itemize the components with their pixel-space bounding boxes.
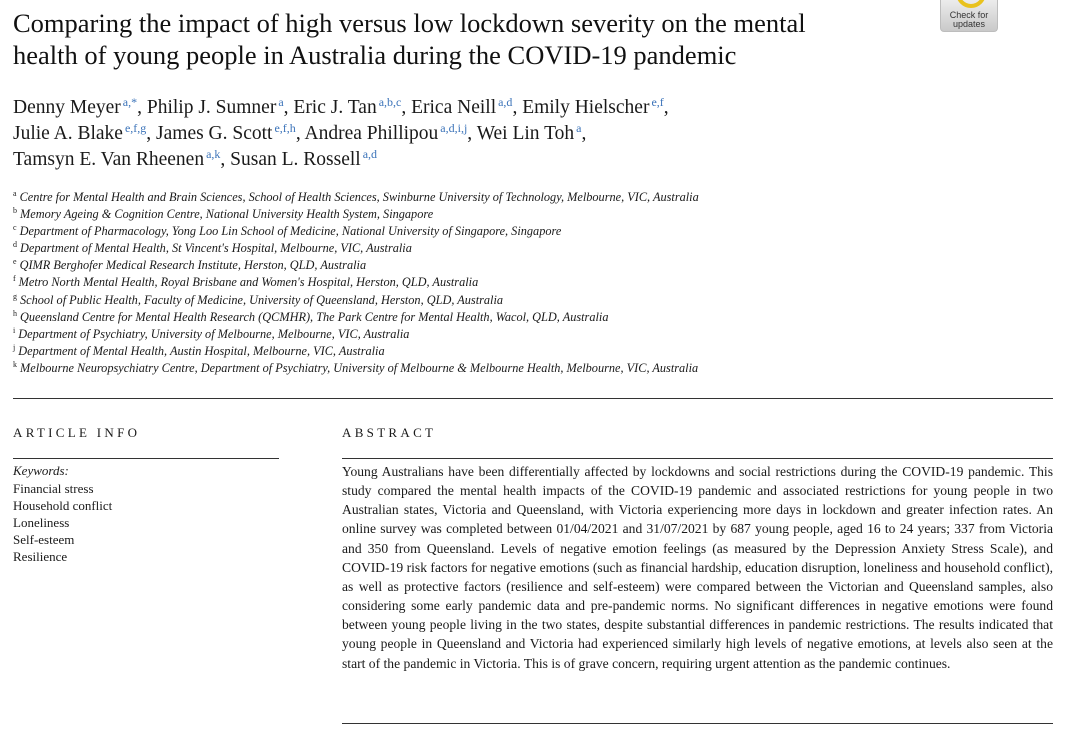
affiliation-item [13,360,1013,377]
author-name[interactable]: Julie A. Blake [13,123,123,144]
author-name[interactable]: Susan L. Rossell [230,149,361,170]
author-affil-ref[interactable]: e,f [651,95,664,109]
author-name[interactable]: James G. Scott [156,123,273,144]
keyword-item: Financial stress [13,481,94,496]
author-name[interactable]: Erica Neill [411,97,497,118]
badge-line: updates [952,19,986,29]
section-divider [13,398,1053,399]
affiliation-key: g [13,291,17,301]
affiliation-item [13,257,1013,274]
keyword-list [13,480,112,565]
author-name[interactable]: Andrea Phillipou [304,123,439,144]
article-info-heading: ARTICLE INFO [13,425,141,440]
author-affil-ref[interactable]: a,k [206,147,221,161]
affiliation-text: Metro North Mental Health, Royal Brisbane and Women's Hospital, Herston, QLD, Australia [18,275,479,290]
affiliation-item [13,206,1013,223]
affiliation-key: i [13,325,16,335]
affiliation-item [13,343,1013,360]
affiliation-text: QIMR Berghofer Medical Research Institute, Herston, QLD, Australia [19,258,367,273]
affiliation-text: Department of Psychiatry, University of Melbourne, Melbourne, VIC, Australia [18,326,410,341]
abstract-bottom-divider [342,723,1053,724]
affiliation-list [13,189,1013,377]
affiliation-text: School of Public Health, Faculty of Medicine, University of Queensland, Herston, QLD, Australia [20,292,504,307]
author-affil-ref[interactable]: a [278,95,284,109]
author-name[interactable]: Philip J. Sumner [146,97,277,118]
author-affil-ref[interactable]: a [576,121,582,135]
affiliation-text: Centre for Mental Health and Brain Sciences, School of Health Sciences, Swinburne University of Technology, Melbourne, VIC, Australia [19,190,699,204]
affiliation-item [13,309,1013,326]
affiliation-item [13,274,1013,291]
affiliation-key: b [13,206,17,216]
author-name[interactable]: Tamsyn E. Van Rheenen [13,149,205,170]
affiliation-text: Memory Ageing & Cognition Centre, National University Health System, Singapore [20,207,434,222]
title-line: Comparing the impact of high versus low lockdown severity on the mental [13,8,806,38]
affiliation-text: Queensland Centre for Mental Health Research (QCMHR), The Park Centre for Mental Health, Wacol, QLD, Australia [20,309,609,324]
affiliation-item [13,292,1013,309]
affiliation-key: j [13,342,16,352]
affiliation-key: k [13,359,17,369]
author-affil-ref[interactable]: a,* [122,95,138,109]
keywords-label: Keywords: [13,463,69,478]
abstract-heading: ABSTRACT [342,425,437,440]
badge-line: Check for [949,10,989,20]
author-affil-ref[interactable]: a,b,c [378,95,402,109]
author-affil-ref[interactable]: a,d,i,j [440,121,468,135]
keyword-item: Loneliness [13,515,70,530]
author-affil-ref[interactable]: e,f,h [274,121,296,135]
affiliation-key: a [13,189,17,198]
affiliation-item [13,189,1013,206]
abstract-divider [342,458,1053,459]
affiliation-text: Department of Pharmacology, Yong Loo Lin School of Medicine, National University of Singapore, Singapore [19,224,562,239]
abstract-text: Young Australians have been differentially affected by lockdowns and social restrictions during the COVID-19 pandemic. This study compared the mental health impacts of the COVID-19 pandemic and associated restrictions for young people in two Australian states, Victoria and Queensland, with Victoria experiencing more days in lockdown and greater infection rates. An online survey was completed between 01/04/2021 and 31/07/2021 by 687 young people, aged 16 to 24 years; 337 from Victoria and 350 from Queensland. Levels of negative emotion feelings (as measured by the Depression Anxiety Stress Scale), and COVID-19 risk factors for negative emotions (such as financial hardship, education disruption, loneliness and household conflict), as well as protective factors (resilience and self-esteem) were compared between the Victorian and Queensland samples, also considering some early pandemic data and pre-pandemic norms. No significant differences in negative emotions were found between young people living in the two states, despite substantial differences in pandemic restrictions. The results indicated that young people in Queensland and Victoria had experienced similarly high levels of negative emotions, at levels also seen at the start of the pandemic in Victoria. This is of grave concern, requiring urgent attention as the pandemic continues. [342,464,1053,671]
author-name[interactable]: Denny Meyer [13,97,121,118]
affiliation-key: h [13,308,17,318]
author-affil-ref[interactable]: e,f,g [124,121,147,135]
author-list: Denny Meyer $^{a,*}$, Philip J. Sumner $^a$, Eric J. Tan $^{a,b,c}$, Erica Neill $^{a,d}$, Emily Hielscher $^{e,f}$, Julie A. Blake $^{e,f,g}$, James G. Scott $^{e,f,h}$, Andrea Phillipou $^{a,d,i,j}$, Wei Lin Toh $^a$, Tamsyn E. Van Rheenen $^{a,k}$, Susan L. Rossell $^{a,d}$ [13,95,669,170]
affiliation-key: c [13,223,17,233]
affiliation-item [13,223,1013,240]
keyword-item: Household conflict [13,498,113,513]
affiliation-text: Melbourne Neuropsychiatry Centre, Department of Psychiatry, University of Melbourne & Melbourne Health, Melbourne, VIC, Australia [20,360,699,375]
affiliation-item [13,240,1013,257]
author-name[interactable]: Wei Lin Toh [476,123,575,144]
affiliation-text: Department of Mental Health, St Vincent's Hospital, Melbourne, VIC, Australia [20,241,412,256]
affiliation-item [13,326,1013,343]
check-for-updates-badge[interactable] [940,0,998,32]
author-affil-ref[interactable]: a,d [498,95,513,109]
affiliation-text: Department of Mental Health, Austin Hospital, Melbourne, VIC, Australia [18,343,385,358]
affiliation-key: e [13,257,17,267]
keyword-item: Resilience [13,549,68,564]
author-name[interactable]: Eric J. Tan [293,97,377,118]
author-affil-ref[interactable]: a,d [362,147,378,161]
author-name[interactable]: Emily Hielscher [522,97,650,118]
keyword-item: Self-esteem [13,532,75,547]
affiliation-key: d [13,240,17,250]
update-ring-icon [956,0,986,8]
affiliation-key: f [13,274,16,284]
title-line: health of young people in Australia during the COVID-19 pandemic [13,40,737,70]
article-info-divider [13,458,279,459]
article-title [13,7,913,71]
